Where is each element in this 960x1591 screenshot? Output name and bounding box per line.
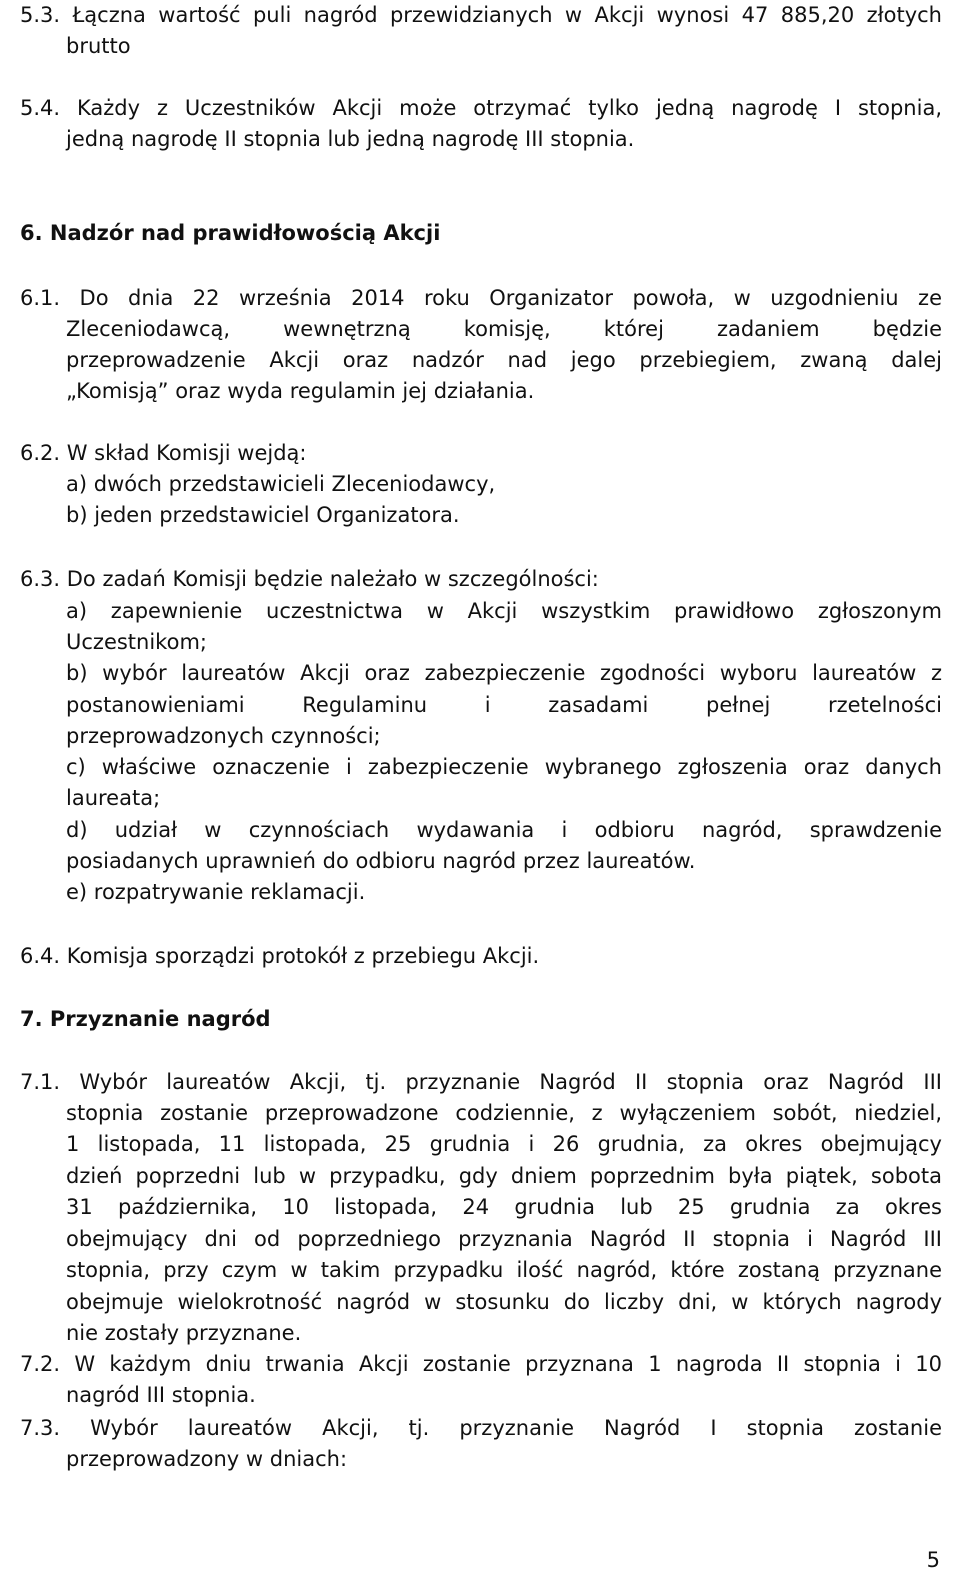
section-7-1-line-1: 7.1. Wybór laureatów Akcji, tj. przyznanie Nagród II stopnia oraz Nagród III [20,1070,942,1094]
section-7-1-line-3: 1 listopada, 11 listopada, 25 grudnia i 26 grudnia, za okres obejmujący [66,1132,942,1156]
section-6-3-item-c-line-1: c) właściwe oznaczenie i zabezpieczenie wybranego zgłoszenia oraz danych [66,755,942,779]
section-6-4: 6.4. Komisja sporządzi protokół z przebiegu Akcji. [20,944,540,968]
section-6-3-item-a-line-1: a) zapewnienie uczestnictwa w Akcji wszystkim prawidłowo zgłoszonym [66,599,942,623]
section-6-1-line-1: 6.1. Do dnia 22 września 2014 roku Organizator powoła, w uzgodnieniu ze [20,286,942,310]
section-7-1-line-4: dzień poprzedni lub w przypadku, gdy dniem poprzednim była piątek, sobota [66,1164,942,1188]
section-6-3-item-d-line-2: posiadanych uprawnień do odbioru nagród przez laureatów. [66,849,696,873]
section-7-1-line-6: obejmujący dni od poprzedniego przyznania Nagród II stopnia i Nagród III [66,1227,942,1251]
section-5-4-line-1: 5.4. Każdy z Uczestników Akcji może otrzymać tylko jedną nagrodę I stopnia, [20,96,942,120]
heading-section-7: 7. Przyznanie nagród [20,1007,271,1031]
section-6-3-item-d-line-1: d) udział w czynnościach wydawania i odbioru nagród, sprawdzenie [66,818,942,842]
section-6-1-line-4: „Komisją” oraz wyda regulamin jej działania. [66,379,535,403]
section-7-3-line-1: 7.3. Wybór laureatów Akcji, tj. przyznanie Nagród I stopnia zostanie [20,1416,942,1440]
page-number: 5 [926,1548,940,1572]
section-6-2-line-1: 6.2. W skład Komisji wejdą: [20,441,307,465]
section-7-2-line-2: nagród III stopnia. [66,1383,256,1407]
section-6-3-line-1: 6.3. Do zadań Komisji będzie należało w szczególności: [20,567,599,591]
section-7-1-line-5: 31 października, 10 listopada, 24 grudnia lub 25 grudnia za okres [66,1195,942,1219]
section-7-1-line-8: obejmuje wielokrotność nagród w stosunku do liczby dni, w których nagrody [66,1290,942,1314]
section-6-3-item-b-line-3: przeprowadzonych czynności; [66,724,381,748]
section-6-3-item-a-line-2: Uczestnikom; [66,630,207,654]
section-6-2-item-a: a) dwóch przedstawicieli Zleceniodawcy, [66,472,496,496]
section-7-1-line-2: stopnia zostanie przeprowadzone codziennie, z wyłączeniem sobót, niedziel, [66,1101,942,1125]
section-7-1-line-7: stopnia, przy czym w takim przypadku ilość nagród, które zostaną przyznane [66,1258,942,1282]
section-5-3-line-1: 5.3. Łączna wartość puli nagród przewidzianych w Akcji wynosi 47 885,20 złotych [20,3,942,27]
section-6-2-item-b: b) jeden przedstawiciel Organizatora. [66,503,460,527]
section-7-3-line-2: przeprowadzony w dniach: [66,1447,348,1471]
section-6-1-line-3: przeprowadzenie Akcji oraz nadzór nad jego przebiegiem, zwaną dalej [66,348,942,372]
section-6-3-item-e: e) rozpatrywanie reklamacji. [66,880,366,904]
section-6-3-item-c-line-2: laureata; [66,786,161,810]
heading-section-6: 6. Nadzór nad prawidłowością Akcji [20,221,441,245]
section-7-1-line-9: nie zostały przyznane. [66,1321,302,1345]
section-5-4-line-2: jedną nagrodę II stopnia lub jedną nagrodę III stopnia. [66,127,635,151]
section-5-3-line-2: brutto [66,34,131,58]
section-7-2-line-1: 7.2. W każdym dniu trwania Akcji zostanie przyznana 1 nagroda II stopnia i 10 [20,1352,942,1376]
section-6-3-item-b-line-1: b) wybór laureatów Akcji oraz zabezpieczenie zgodności wyboru laureatów z [66,661,942,685]
section-6-3-item-b-line-2: postanowieniami Regulaminu i zasadami pełnej rzetelności [66,693,942,717]
section-6-1-line-2: Zleceniodawcą, wewnętrzną komisję, której zadaniem będzie [66,317,942,341]
